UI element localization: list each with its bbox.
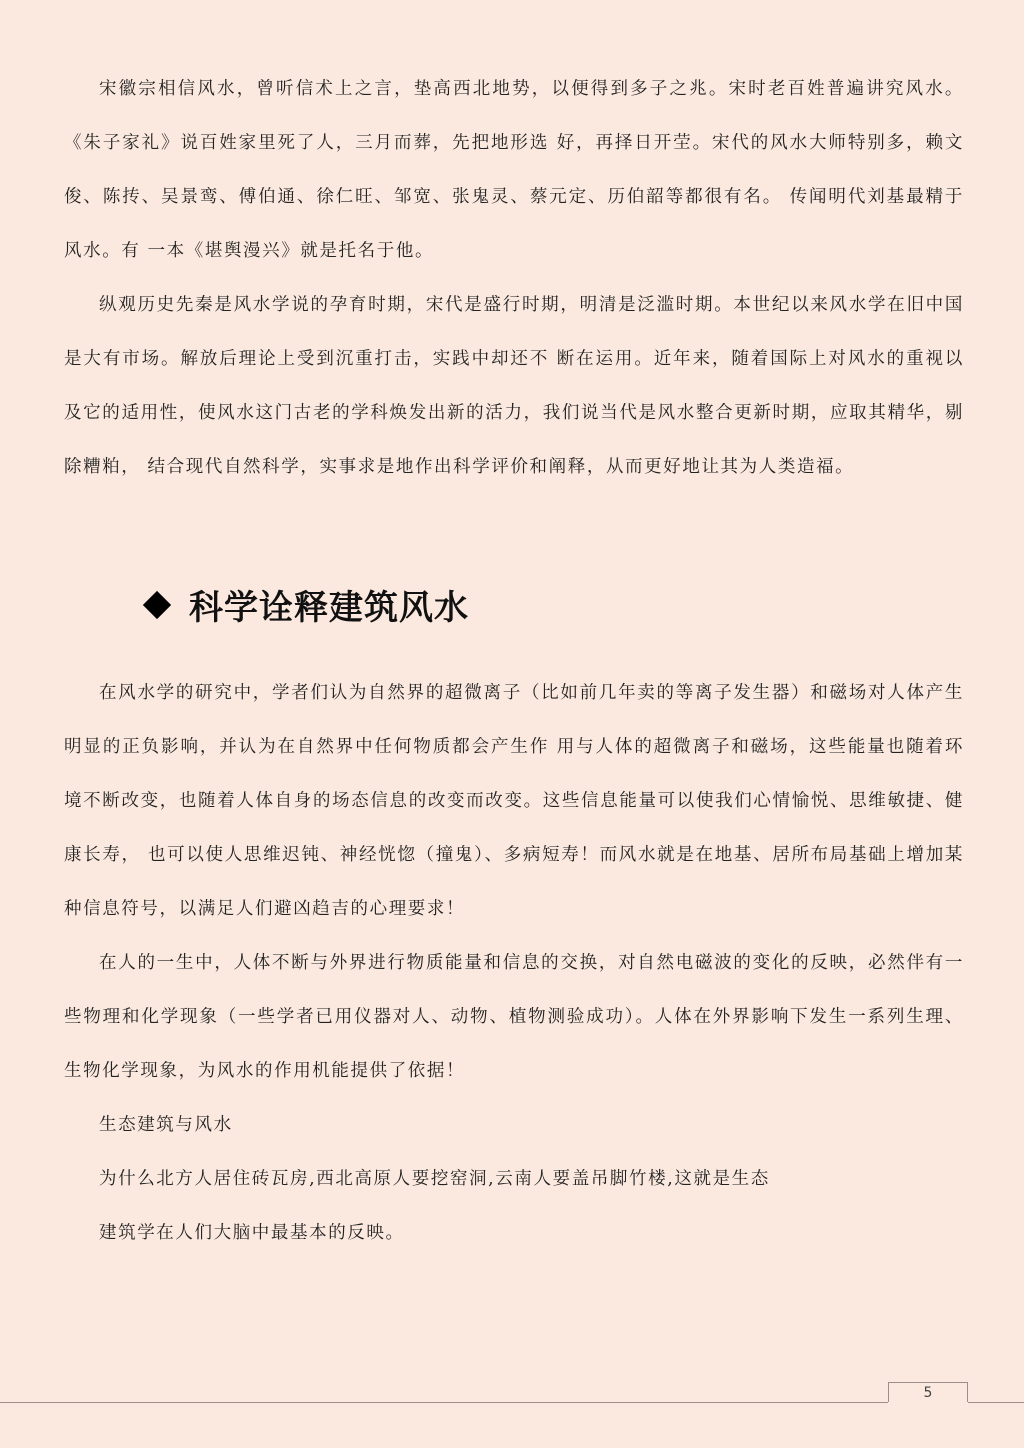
footer-rule [0, 1402, 888, 1403]
footer-rule [968, 1402, 1024, 1403]
paragraph: 纵观历史先秦是风水学说的孕育时期，宋代是盛行时期，明清是泛滥时期。本世纪以来风水学在旧中国是大有市场。解放后理论上受到沉重打击，实践中却还不 断在运用。近年来，随着国际上对风水的重视以及它的适用性，使风水这门古老的学科焕发出新的活力，我们说当代是风水整合更新时期，应取其精华，剔除糟粕， 结合现代自然科学，实事求是地作出科学评价和阐释，从而更好地让其为人类造福。 [64, 295, 964, 477]
page-number: 5 [923, 1385, 933, 1401]
paragraph-line: 建筑学在人们大脑中最基本的反映。 [99, 1223, 405, 1243]
section-heading [143, 580, 469, 629]
section-1-text [64, 62, 964, 494]
page-number-tab [888, 1382, 968, 1402]
paragraph: 宋徽宗相信风水，曾听信术上之言，垫高西北地势，以便得到多子之兆。宋时老百姓普遍讲究风水。《朱子家礼》说百姓家里死了人，三月而葬，先把地形选 好，再择日开茔。宋代的风水大师特别多，赖文俊、陈抟、吴景鸾、傅伯通、徐仁旺、邹宽、张鬼灵、蔡元定、历伯韶等都很有名。 传闻明代刘基最精于风水。有 一本《堪舆漫兴》就是托名于他。 [64, 79, 964, 261]
diamond-bullet-icon [143, 590, 171, 618]
paragraph-line: 为什么北方人居住砖瓦房,西北高原人要挖窑洞,云南人要盖吊脚竹楼,这就是生态 [99, 1169, 770, 1189]
section-heading-text: 科学诠释建筑风水 [189, 588, 469, 628]
section-2-text [64, 666, 964, 1260]
subheading-line: 生态建筑与风水 [99, 1115, 233, 1135]
paragraph: 在风水学的研究中，学者们认为自然界的超微离子（比如前几年卖的等离子发生器）和磁场对人体产生明显的正负影响，并认为在自然界中任何物质都会产生作 用与人体的超微离子和磁场，这些能量也随着环境不断改变，也随着人体自身的场态信息的改变而改变。这些信息能量可以使我们心情愉悦、思维敏捷、健康长寿， 也可以使人思维迟钝、神经恍惚（撞鬼）、多病短寿！而风水就是在地基、居所布局基础上增加某种信息符号，以满足人们避凶趋吉的心理要求！ [64, 683, 964, 919]
paragraph: 在人的一生中，人体不断与外界进行物质能量和信息的交换，对自然电磁波的变化的反映，必然伴有一些物理和化学现象（一些学者已用仪器对人、动物、植物测验成功）。人体在外界影响下发生一系列生理、生物化学现象，为风水的作用机能提供了依据！ [64, 953, 964, 1081]
